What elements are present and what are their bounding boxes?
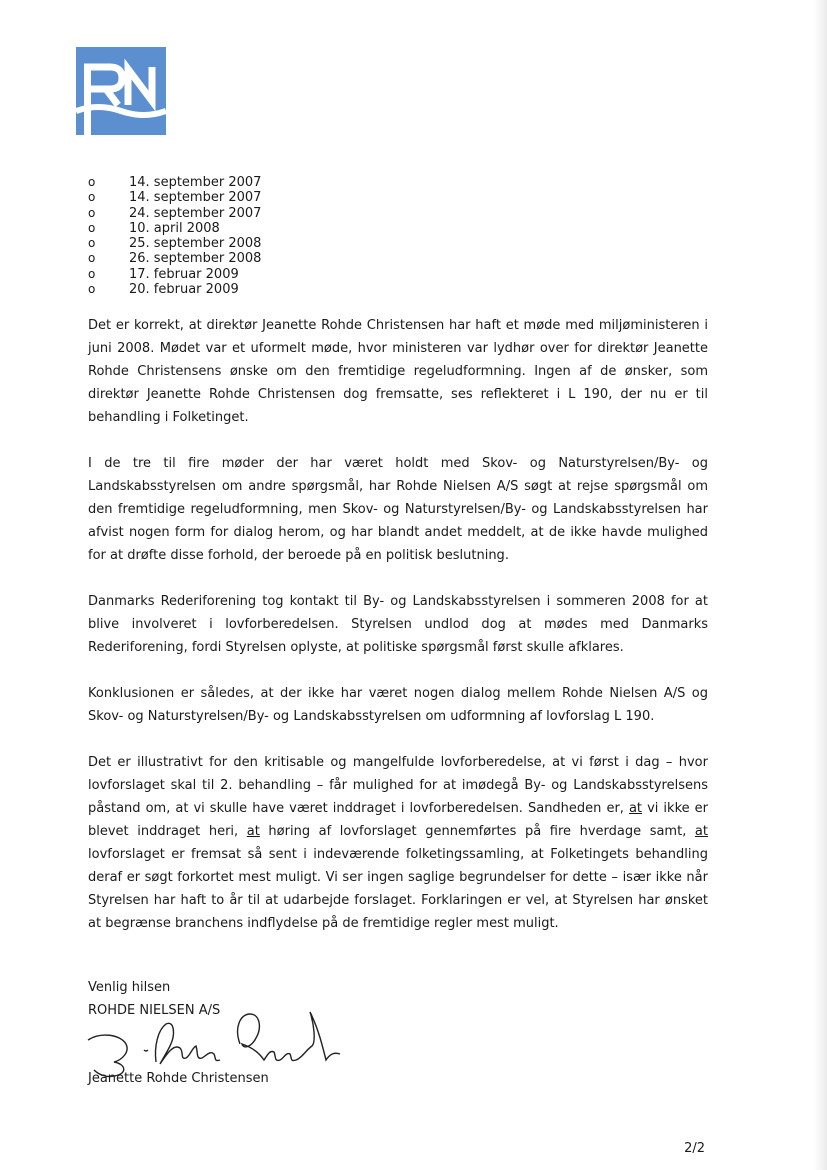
rn-logo: [76, 47, 166, 135]
date-text: 10. april 2008: [129, 220, 220, 236]
paragraph-shipowners-association: Danmarks Rederiforening tog kontakt til By- og Landskabsstyrelsen i sommeren 2008 for at blive involveret i lovforberedelsen. Styrelsen undlod dog at mødes med Danmarks Rederiforening, fordi Styrelsen oplyste, at politiske spørgsmål først skulle afklares.: [88, 594, 708, 655]
list-item: [88, 221, 261, 236]
date-text: 14. september 2007: [129, 190, 262, 206]
list-item: [88, 206, 261, 221]
page-number: 2/2: [684, 1141, 705, 1156]
underlined-word: at: [694, 824, 708, 839]
paragraph-criticism: [88, 751, 708, 935]
handwritten-signature: [84, 1004, 344, 1078]
meeting-dates-list: [88, 175, 261, 297]
closing-greeting: Venlig hilsen: [88, 980, 171, 995]
paragraph-conclusion: Konklusionen er således, at der ikke har været nogen dialog mellem Rohde Nielsen A/S og Skov- og Naturstyrelsen/By- og Landskabsstyrelsen om udformning af lovforslag L 190.: [88, 686, 708, 724]
paragraph-text: vi ikke er blevet inddraget heri,: [88, 801, 709, 839]
underlined-word: at: [628, 801, 643, 816]
rn-logo-mark: [76, 47, 166, 135]
date-text: 25. september 2008: [129, 236, 262, 252]
date-text: 20. februar 2009: [129, 282, 239, 298]
date-text: 17. februar 2009: [129, 266, 239, 282]
list-item: [88, 190, 261, 205]
paragraph-text: Det er illustrativt for den kritisable og mangelfulde lovforberedelse, at vi først i dag – hvor lovforslaget skal til 2. behandling – får mulighed for at imødegå By- og Landskabsstyrelsens påstand om, at vi skulle have været inddraget i lovforberedelsen. Sandheden er,: [88, 755, 708, 816]
list-item: [88, 236, 261, 251]
list-bullet: o: [88, 175, 96, 189]
list-item: [88, 175, 261, 190]
paragraph-agency-meetings: I de tre til fire møder der har været holdt med Skov- og Naturstyrelsen/By- og Landskabsstyrelsen om andre spørgsmål, har Rohde Nielsen A/S søgt at rejse spørgsmål om den fremtidige regeludformning, men Skov- og Naturstyrelsen/By- og Landskabsstyrelsen har afvist nogen form for dialog herom, og har blandt andet meddelt, at de ikke havde mulighed for at drøfte disse forhold, der beroede på en politisk beslutning.: [88, 456, 708, 563]
list-bullet: o: [88, 266, 96, 281]
page-edge-shadow: [813, 0, 827, 1170]
date-text: 24. september 2007: [129, 205, 262, 221]
list-bullet: o: [88, 236, 96, 251]
list-bullet: o: [88, 220, 96, 235]
paragraph-minister-meeting: Det er korrekt, at direktør Jeanette Rohde Christensen har haft et møde med miljøministeren i juni 2008. Mødet var et uformelt møde, hvor ministeren var lydhør over for direktør Jeanette Rohde Christensens ønske om den fremtidige regeludformning. Ingen af de ønsker, som direktør Jeanette Rohde Christensen dog fremsatte, ses reflekteret i L 190, der nu er til behandling i Folketinget.: [88, 318, 708, 425]
signer-name: Jeanette Rohde Christensen: [88, 1071, 269, 1086]
list-bullet: o: [88, 251, 96, 266]
list-bullet: o: [88, 190, 96, 205]
date-text: 26. september 2008: [129, 251, 262, 267]
list-item: [88, 267, 261, 282]
list-bullet: o: [88, 205, 96, 220]
list-item: [88, 251, 261, 266]
paragraph-text: høring af lovforslaget gennemførtes på fire hverdage samt,: [259, 824, 695, 839]
paragraph-text: Folketingets behandling deraf er søgt forkortet mest muligt. Vi ser ingen saglige begrundelser for dette – især ikke når Styrelsen har haft to år til at udarbejde forslaget. Forklaringen er vel, at Styrelsen har ønsket at begrænse branchens indflydelse på de fremtidige regler mest muligt.: [88, 847, 708, 931]
emphasized-word: at: [530, 847, 544, 862]
company-name: ROHDE NIELSEN A/S: [88, 1003, 221, 1018]
date-text: 14. september 2007: [129, 175, 262, 190]
underlined-word: at: [246, 824, 260, 839]
list-bullet: o: [88, 282, 96, 297]
paragraph-text: lovforslaget er fremsat så sent i indeværende folketingssamling,: [88, 847, 531, 862]
list-item: [88, 282, 261, 297]
